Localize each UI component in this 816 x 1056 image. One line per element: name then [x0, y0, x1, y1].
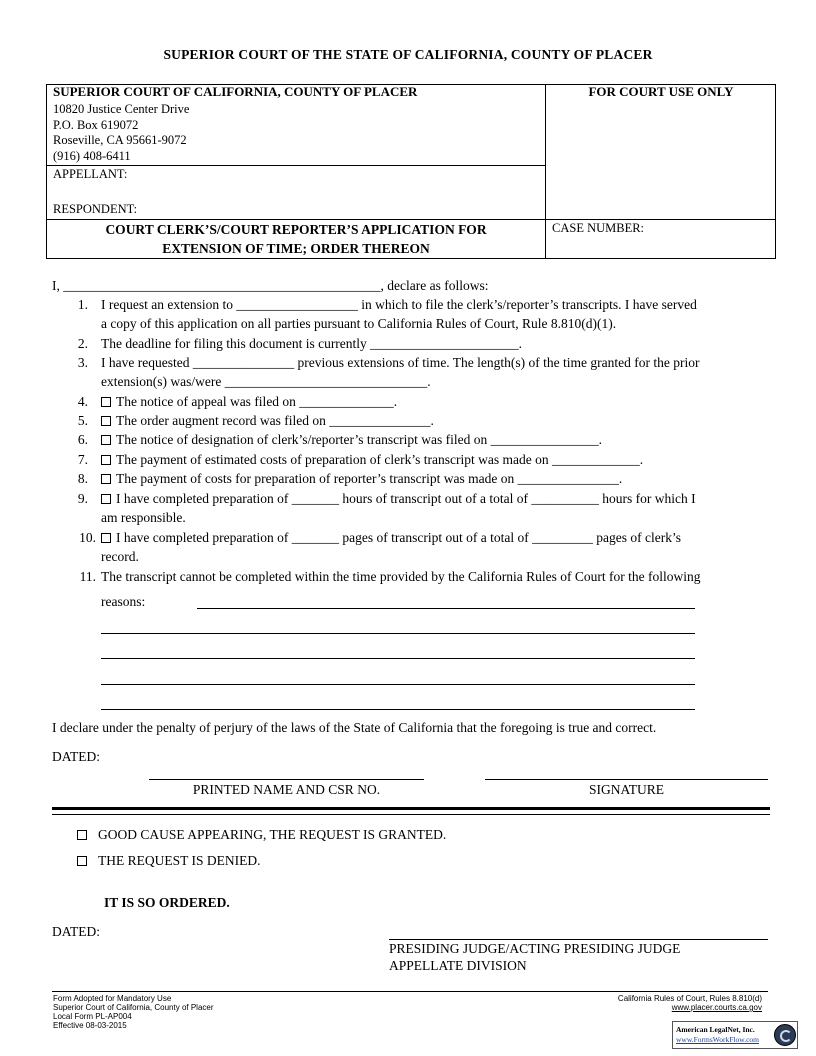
item-row: [101, 413, 434, 429]
footer-rules-cite: California Rules of Court, Rules 8.810(d): [617, 994, 762, 1003]
checkbox[interactable]: [101, 474, 111, 484]
item-number: 1.: [77, 297, 88, 312]
item-text: a copy of this application on all parties pursuant to California Rules of Court, Rule 8.810(d)(1).: [101, 316, 617, 331]
form-title-line1: COURT CLERK’S/COURT REPORTER’S APPLICATION FOR: [105, 222, 487, 237]
item-number: 7.: [77, 452, 88, 467]
checkbox[interactable]: [101, 397, 111, 407]
court-address-street: 10820 Justice Center Drive: [53, 102, 190, 116]
declarant-suffix: , declare as follows:: [380, 278, 489, 293]
checkbox[interactable]: [101, 455, 111, 465]
appellant-label: APPELLANT:: [53, 167, 128, 181]
section-divider-thick: [52, 807, 770, 810]
checkbox[interactable]: [101, 533, 111, 543]
judge-signature-line[interactable]: [389, 939, 768, 940]
denied-checkbox[interactable]: [77, 856, 87, 866]
footer-court: Superior Court of California, County of Placer: [53, 1003, 214, 1012]
item-text: I have completed preparation of _______ hours of transcript out of a total of __________ hours for which I: [116, 491, 696, 506]
item-number: 11.: [79, 569, 96, 584]
item-text: The deadline for filing this document is currently ______________________.: [101, 336, 523, 351]
item-text: The transcript cannot be completed within the time provided by the California Rules of Court for the following: [101, 569, 701, 584]
court-use-only-label: FOR COURT USE ONLY: [588, 84, 734, 99]
item-number: 4.: [77, 394, 88, 409]
reasons-line[interactable]: [101, 709, 695, 710]
item-number: 6.: [77, 432, 88, 447]
brand-stamp: [672, 1021, 798, 1049]
checkbox[interactable]: [101, 494, 111, 504]
item-row: [101, 432, 602, 448]
item-text: The notice of appeal was filed on ______________.: [116, 394, 398, 409]
footer-rule: [52, 991, 768, 992]
item-number: 10.: [79, 530, 96, 545]
respondent-label: RESPONDENT:: [53, 202, 138, 216]
so-ordered-text: IT IS SO ORDERED.: [104, 895, 230, 910]
judge-title-line2: APPELLATE DIVISION: [389, 958, 527, 973]
signature-label: SIGNATURE: [588, 782, 664, 797]
signature-line[interactable]: [485, 779, 768, 780]
perjury-statement: I declare under the penalty of perjury of the laws of the State of California that the foregoing is true and correct.: [52, 720, 657, 735]
item-row: [101, 530, 681, 546]
reasons-line[interactable]: [101, 633, 695, 634]
item-text: The order augment record was filed on _______________.: [116, 413, 434, 428]
item-text: I request an extension to __________________ in which to file the clerk’s/reporter’s transcripts. I have served: [101, 297, 697, 312]
item-number: 2.: [77, 336, 88, 351]
order-dated-label: DATED:: [52, 924, 100, 939]
item-text: The payment of costs for preparation of reporter’s transcript was made on _______________.: [116, 471, 623, 486]
item-text: The payment of estimated costs of preparation of clerk’s transcript was made on _____________.: [116, 452, 644, 467]
section-divider-thin: [52, 814, 770, 815]
dated-label: DATED:: [52, 749, 100, 764]
checkbox[interactable]: [101, 416, 111, 426]
item-row: [101, 471, 622, 487]
court-name: SUPERIOR COURT OF CALIFORNIA, COUNTY OF PLACER: [53, 84, 418, 99]
reasons-line[interactable]: [101, 684, 695, 685]
order-granted-row: [77, 827, 446, 843]
item-row: [101, 491, 696, 507]
item-text: reasons:: [101, 594, 146, 609]
order-granted-text: GOOD CAUSE APPEARING, THE REQUEST IS GRANTED.: [98, 827, 447, 842]
item-row: [101, 394, 397, 410]
footer-effective: Effective 08-03-2015: [53, 1021, 127, 1030]
footer-form-number: Local Form PL-AP004: [53, 1012, 132, 1021]
item-text: I have completed preparation of _______ pages of transcript out of a total of _________ pages of clerk’s: [116, 530, 681, 545]
item-text: I have requested _______________ previous extensions of time. The length(s) of the time granted for the prior: [101, 355, 700, 370]
form-title: [46, 220, 546, 258]
item-number: 8.: [77, 471, 88, 486]
declarant-prefix: I,: [52, 278, 60, 293]
footer-right: [618, 994, 762, 1012]
document-header-title: SUPERIOR COURT OF THE STATE OF CALIFORNIA, COUNTY OF PLACER: [163, 47, 653, 62]
brand-logo-icon: [774, 1024, 796, 1046]
reasons-line[interactable]: [101, 658, 695, 659]
court-address-pobox: P.O. Box 619072: [53, 118, 139, 132]
brand-logo-swirl-icon: [780, 1030, 792, 1042]
caption-divider-left: [46, 165, 546, 166]
item-text: record.: [101, 549, 139, 564]
item-text: extension(s) was/were ______________________________.: [101, 374, 431, 389]
printed-name-line[interactable]: [149, 779, 424, 780]
footer-left: [53, 994, 214, 1030]
item-text: am responsible.: [101, 510, 186, 525]
court-phone: (916) 408-6411: [53, 149, 131, 163]
declarant-name-blank[interactable]: _______________________________________________: [63, 278, 381, 293]
judge-title-line1: PRESIDING JUDGE/ACTING PRESIDING JUDGE: [389, 941, 681, 956]
footer-adopted: Form Adopted for Mandatory Use: [53, 994, 172, 1003]
brand-url[interactable]: www.FormsWorkFlow.com: [676, 1035, 760, 1044]
item-number: 5.: [77, 413, 88, 428]
court-address-city: Roseville, CA 95661-9072: [53, 133, 187, 147]
order-denied-text: THE REQUEST IS DENIED.: [98, 853, 261, 868]
form-title-line2: EXTENSION OF TIME; ORDER THEREON: [162, 241, 430, 256]
item-number: 3.: [77, 355, 88, 370]
item-text: The notice of designation of clerk’s/reporter’s transcript was filed on ________________.: [116, 432, 603, 447]
checkbox[interactable]: [101, 435, 111, 445]
item-row: [101, 452, 643, 468]
footer-court-url[interactable]: www.placer.courts.ca.gov: [671, 1003, 762, 1012]
brand-name: American LegalNet, Inc.: [676, 1025, 755, 1034]
declarant-line: [52, 278, 488, 294]
granted-checkbox[interactable]: [77, 830, 87, 840]
order-denied-row: [77, 853, 261, 869]
item-number: 9.: [77, 491, 88, 506]
reasons-line[interactable]: [197, 608, 695, 609]
case-number-label: CASE NUMBER:: [552, 221, 645, 235]
printed-name-label: PRINTED NAME AND CSR NO.: [192, 782, 381, 797]
